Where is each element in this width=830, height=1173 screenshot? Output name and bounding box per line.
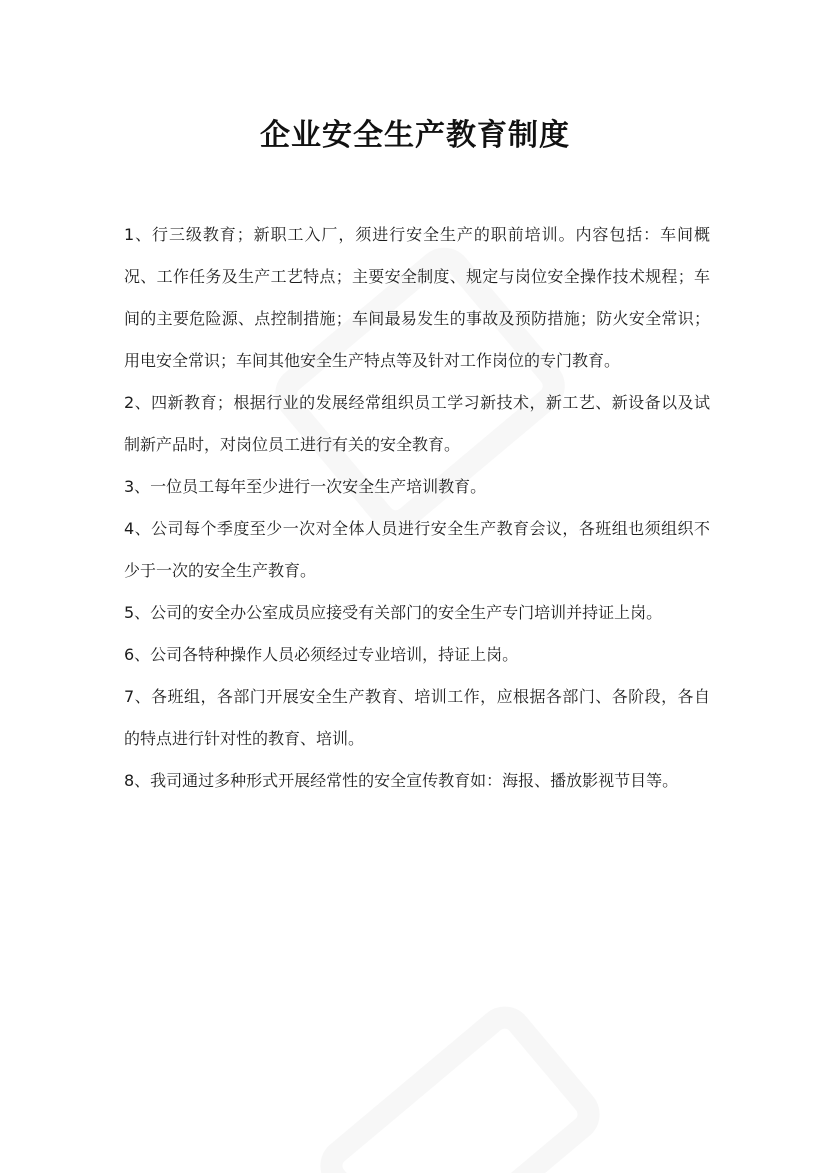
- rule-item-5: 5、公司的安全办公室成员应接受有关部门的安全生产专门培训并持证上岗。: [124, 603, 663, 622]
- document-body: [124, 214, 710, 802]
- document-title: 企业安全生产教育制度: [260, 118, 570, 153]
- watermark-shape: [309, 995, 611, 1173]
- rule-item-2: 2、四新教育；根据行业的发展经常组织员工学习新技术，新工艺、新设备以及试制新产品时，对岗位员工进行有关的安全教育。: [124, 393, 710, 454]
- rule-item-4: 4、公司每个季度至少一次对全体人员进行安全生产教育会议，各班组也须组织不少于一次的安全生产教育。: [124, 519, 710, 580]
- watermark: [309, 995, 611, 1173]
- rule-item-7: 7、各班组，各部门开展安全生产教育、培训工作，应根据各部门、各阶段，各自的特点进行针对性的教育、培训。: [124, 687, 710, 748]
- rule-item-6: 6、公司各特种操作人员必须经过专业培训，持证上岗。: [124, 645, 519, 664]
- rule-item-3: 3、一位员工每年至少进行一次安全生产培训教育。: [124, 477, 487, 496]
- rule-item-1: 1、行三级教育；新职工入厂，须进行安全生产的职前培训。内容包括：车间概况、工作任务及生产工艺特点；主要安全制度、规定与岗位安全操作技术规程；车间的主要危险源、点控制措施；车间最易发生的事故及预防措施；防火安全常识；用电安全常识；车间其他安全生产特点等及针对工作岗位的专门教育。: [124, 225, 710, 370]
- rule-item-8: 8、我司通过多种形式开展经常性的安全宣传教育如：海报、播放影视节目等。: [124, 771, 679, 790]
